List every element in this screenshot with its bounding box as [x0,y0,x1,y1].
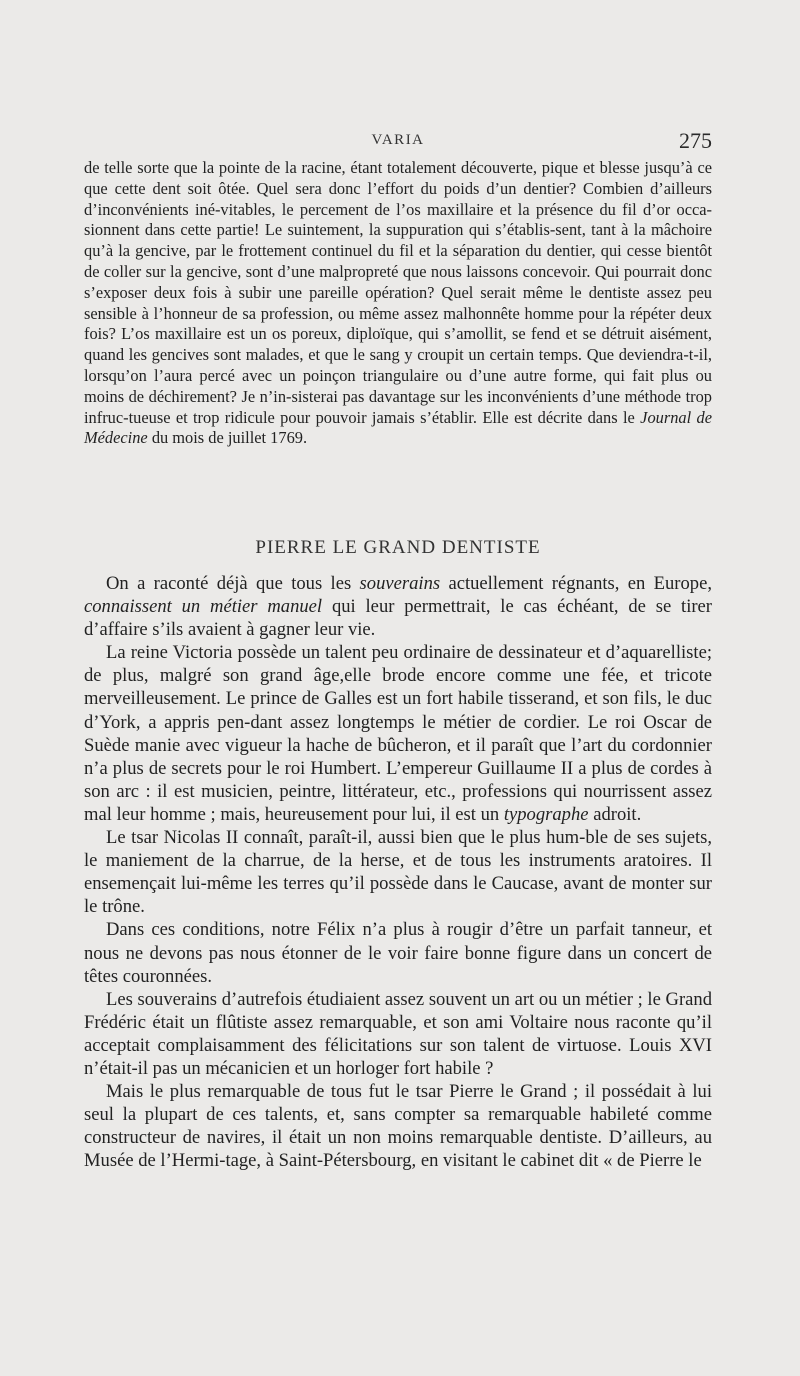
running-head [84,128,712,158]
previous-article-paragraph [84,158,712,449]
p1-italic-metier: connaissent un métier manuel [84,596,323,618]
previous-article-text [84,158,712,449]
paragraph-text: de telle sorte que la pointe de la racine, étant totalement découverte, pique et blesse jusqu’à ce que cette dent soit ôtée. Quel sera donc l’effort du poids d’un dentier? Combien d’ailleurs d’inconvénients iné-vitables, le percement de l’os maxillaire et la présence du fil d’or occa-sionnent dans cette partie! Le suintement, la suppuration qui s’établis-sent, tant à la mâchoire qu’à la gencive, par le frottement continuel du fil et la séparation du dentier, qui cesse bientôt de coller sur la gencive, sont d’une malpropreté que nous laissons concevoir. Qui pourrait donc s’exposer deux fois à subir une pareille opération? Quel serait même le dentiste assez peu sensible à l’honneur de sa profession, ou même assez malhonnête homme pour la répéter deux fois? L’os maxillaire est un os poreux, diploïque, qui s’amollit, se fend et se détruit aisément, quand les gencives sont malades, et que le sang y croupit un certain temps. Que deviendra-t-il, lorsqu’on l’aura percé avec un poinçon triangulaire ou d’une autre forme, qui fait plus ou moins de déchirement? Je n’in-sisterai pas davantage sur les inconvénients d’une méthode trop infruc-tueuse et trop ridicule pour pouvoir jamais s’établir. Elle est décrite dans le [84,158,712,427]
p1-text-a: On a raconté déjà que tous les [106,573,352,594]
journal-title: Journal de Médecine [84,407,712,448]
paragraph-text-end: du mois de juillet 1769. [151,428,308,448]
page-number: 275 [679,128,712,153]
article-paragraph-5: Les souverains d’autrefois étudiaient assez souvent un art ou un métier ; le Grand Frédéric était un flûtiste assez remarquable, et son ami Voltaire nous raconte qu’il acceptait complaisamment des félicitations sur son talent de virtuose. Louis XVI n’était-il pas un mécanicien et un horloger fort habile ? [84,988,712,1079]
p2-text-a: La reine Victoria possède un talent peu ordinaire de dessinateur et d’aquarelliste; de plus, malgré son grand âge,elle brode encore comme une fée, et tricote merveilleusement. Le prince de Galles est un fort habile tisserand, et son fils, le duc d’York, a appris pen-dant assez longtemps le métier de cordier. Le roi Oscar de Suède manie avec vigueur la hache de bûcheron, et il paraît que l’art du cordonnier n’a plus de secrets pour le roi Humbert. L’empereur Guillaume II a plus de cordes à son arc : il est musicien, peintre, littérateur, etc., professions qui nourrissent assez mal leur homme ; mais, heureusement pour lui, il est un [84,642,712,825]
p2-text-c: adroit. [593,803,642,825]
article-paragraph-3: Le tsar Nicolas II connaît, paraît-il, aussi bien que le plus hum-ble de ses sujets, le maniement de la charrue, de la herse, et de tous les instruments aratoires. Il ensemençait lui-même les terres qu’il possède dans le Caucase, avant de monter sur le trône. [84,827,712,918]
p1-text-e: qui leur permettrait, le cas échéant, de se tirer d’affaire s’ils avaient à gagner leur vie. [84,596,712,641]
article-paragraph-6: Mais le plus remarquable de tous fut le tsar Pierre le Grand ; il possédait à lui seul la plupart de ces talents, et, sans compter sa remarquable habileté comme constructeur de navires, il était un non moins remarquable dentiste. D’ailleurs, au Musée de l’Hermi-tage, à Saint-Pétersbourg, en visitant le cabinet dit « de Pierre le [84,1081,712,1172]
article-paragraph-1 [84,572,712,641]
article-paragraph-4: Dans ces conditions, notre Félix n’a plus à rougir d’être un parfait tanneur, et nous ne devons pas nous étonner de le voir faire bonne figure dans un concert de têtes couronnées. [84,919,712,987]
p1-text-c: actuellement régnants, en Europe, [448,573,712,594]
p1-italic-souverains: souverains [359,573,441,594]
article-title: PIERRE LE GRAND DENTISTE [255,537,541,558]
article-body [84,572,712,1172]
article-paragraph-2 [84,641,712,826]
running-title: VARIA [371,132,425,148]
p2-italic-typographe: typographe [503,803,589,825]
